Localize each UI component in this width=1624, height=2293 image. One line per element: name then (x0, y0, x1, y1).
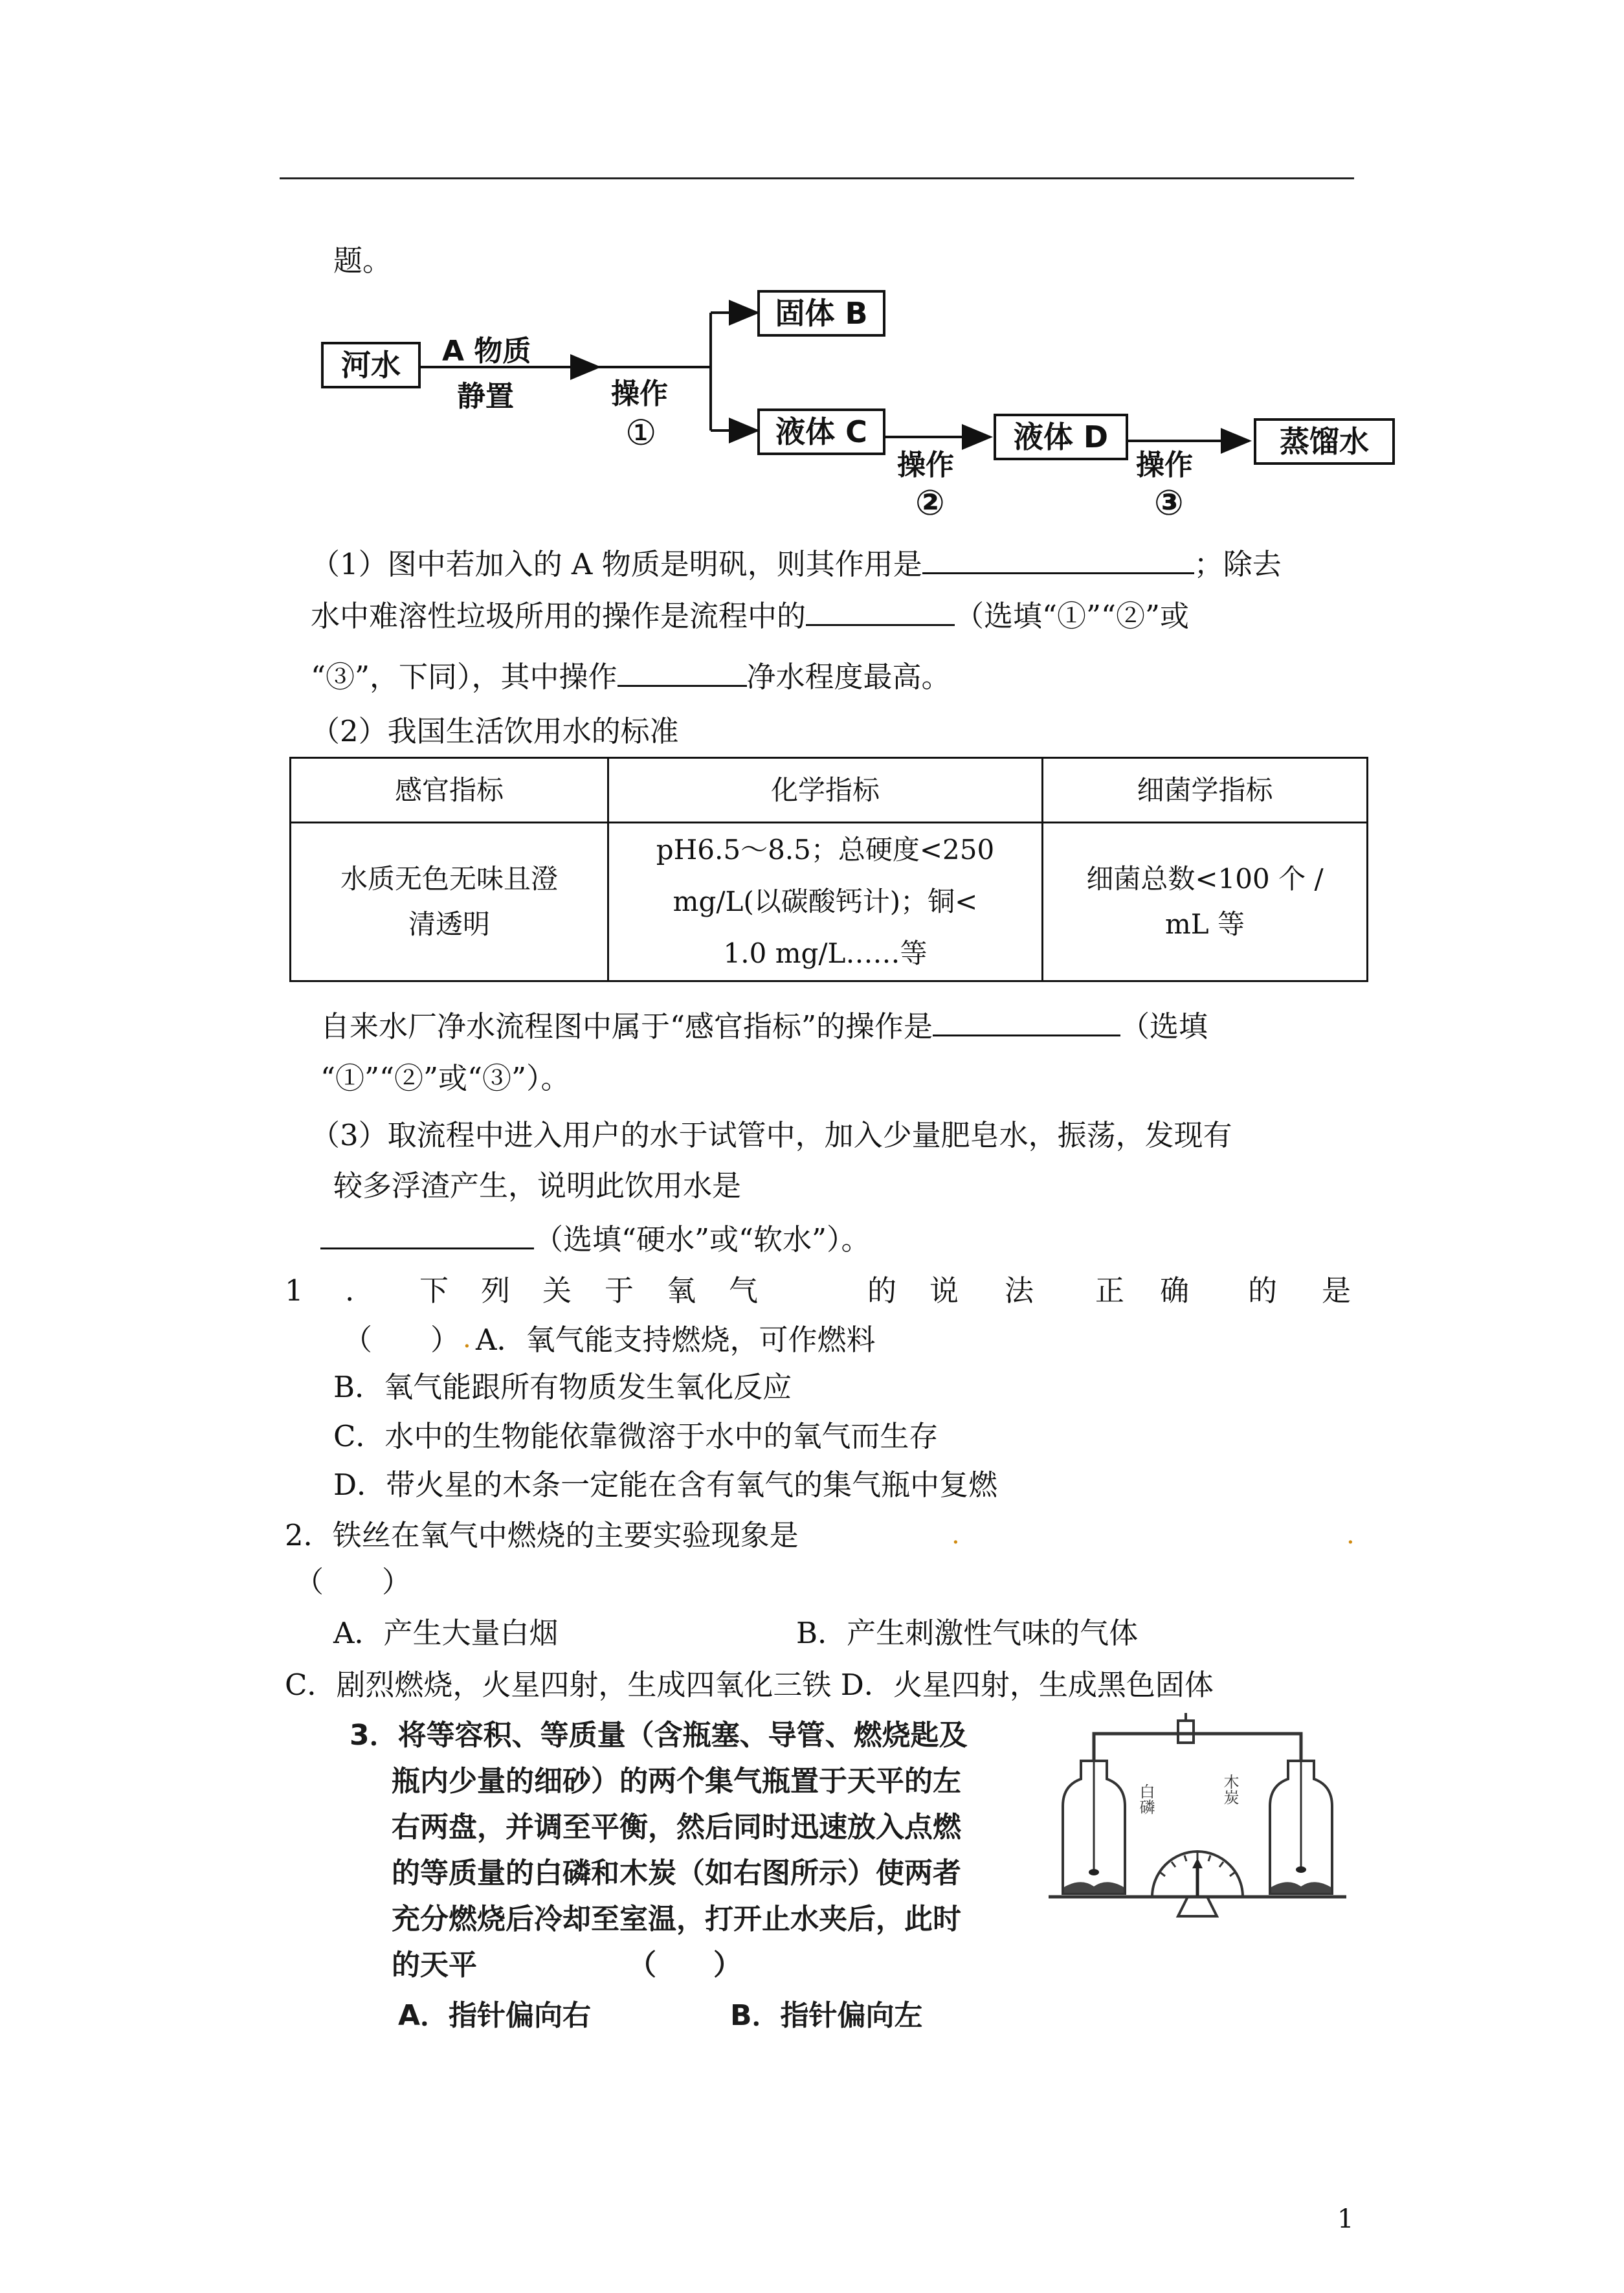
right-label: 木炭 (1221, 1774, 1239, 1805)
solid-b-box: 固体 B (757, 290, 885, 337)
q1-line2: 水中难溶性垃圾所用的操作是流程中的 （选填“①”“②”或 (311, 599, 1190, 633)
q1-line1: （1）图中若加入的 A 物质是明矾，则其作用是 ；除去 (311, 547, 1282, 581)
op3-number: ③ (1154, 482, 1184, 523)
q3-line2: 较多浮渣产生，说明此饮用水是 (333, 1169, 742, 1203)
header-chem: 化学指标 (608, 758, 1043, 823)
orange-dot: . (463, 1324, 471, 1354)
river-water-box: 河水 (321, 342, 421, 388)
mc3-balance-label: 的天平 (392, 1949, 477, 1982)
settle-label: 静置 (457, 380, 514, 413)
q2-intro: （2）我国生活饮用水的标准 (311, 714, 679, 748)
q1-blank-1[interactable] (922, 546, 1194, 574)
mc1-option-c: C．水中的生物能依靠微溶于水中的氧气而生存 (333, 1419, 939, 1453)
mc3-option-b: B．指针偏向左 (730, 1999, 923, 2032)
orange-dot: . (951, 1520, 960, 1550)
mc3-line5: 充分燃烧后冷却至室温，打开止水夹后，此时 (392, 1903, 961, 1936)
balance-apparatus-figure (1042, 1703, 1353, 1936)
mc1-option-d: D．带火星的木条一定能在含有氧气的集气瓶中复燃 (333, 1468, 998, 1502)
q1-line3: “③”，下同），其中操作 净水程度最高。 (311, 660, 951, 694)
q3-blank[interactable] (320, 1222, 534, 1249)
mc3-line1: 3．将等容积、等质量（含瓶塞、导管、燃烧匙及 (350, 1719, 968, 1752)
orange-dot: . (1346, 1520, 1355, 1550)
q3-line3: （选填“硬水”或“软水”）。 (320, 1220, 871, 1259)
cell-sense: 水质无色无味且澄 清透明 (291, 823, 608, 981)
op2-label: 操作 (897, 449, 954, 482)
op1-number: ① (625, 412, 657, 453)
mc1-option-a: A．氧气能支持燃烧，可作燃料 (476, 1323, 876, 1357)
mc2-option-a: A．产生大量白烟 (333, 1616, 559, 1650)
mc2-stem: 2．铁丝在氧气中燃烧的主要实验现象是 (285, 1518, 799, 1552)
q2-blank[interactable] (933, 1009, 1120, 1036)
mc2-option-b: B．产生刺激性气味的气体 (796, 1616, 1139, 1650)
op3-label: 操作 (1136, 449, 1193, 482)
q1-blank-2[interactable] (806, 598, 955, 626)
q2-line2: “①”“②”或“③”）。 (320, 1061, 570, 1095)
mc3-option-a: A．指针偏向右 (398, 1999, 592, 2032)
continued-text: 题。 (333, 243, 392, 278)
water-standard-table (289, 757, 1368, 982)
q2-line1: 自来水厂净水流程图中属于“感官指标”的操作是 （选填 (320, 1009, 1208, 1044)
mc3-paren: （ ） (628, 1949, 742, 1982)
mc2-option-cd: C．剧烈燃烧，火星四射，生成四氧化三铁 D．火星四射，生成黑色固体 (285, 1668, 1214, 1702)
mc3-line2: 瓶内少量的细砂）的两个集气瓶置于天平的左 (392, 1765, 961, 1798)
cell-bact: 细菌总数<100 个 / mL 等 (1043, 823, 1368, 981)
mc1-paren: （ ） (343, 1323, 460, 1357)
a-substance-label: A 物质 (442, 335, 531, 368)
mc2-paren: （ ） (295, 1565, 412, 1599)
liquid-d-box: 液体 D (994, 414, 1128, 460)
cell-chem: pH6.5～8.5；总硬度<250 mg/L(以碳酸钙计)；铜< 1.0 mg/L……等 (608, 823, 1043, 981)
op1-label: 操作 (611, 377, 668, 410)
header-sense: 感官指标 (291, 758, 608, 823)
mc3-line3: 右两盘，并调至平衡，然后同时迅速放入点燃 (392, 1811, 961, 1844)
left-label: 白磷 (1137, 1784, 1155, 1815)
clamp-icon (1178, 1721, 1194, 1743)
op2-number: ② (915, 482, 945, 523)
mc1-option-b: B．氧气能跟所有物质发生氧化反应 (333, 1370, 792, 1404)
liquid-c-box: 液体 C (757, 408, 885, 455)
header-bact: 细菌学指标 (1043, 758, 1368, 823)
page-number: 1 (1337, 2204, 1354, 2234)
q1-blank-3[interactable] (617, 659, 747, 687)
q3-line1: （3）取流程中进入用户的水于试管中，加入少量肥皂水，振荡，发现有 (311, 1118, 1232, 1152)
distilled-water-box: 蒸馏水 (1254, 418, 1395, 465)
balance-base (1178, 1897, 1217, 1916)
mc3-line4: 的等质量的白磷和木炭（如右图所示）使两者 (392, 1857, 961, 1890)
